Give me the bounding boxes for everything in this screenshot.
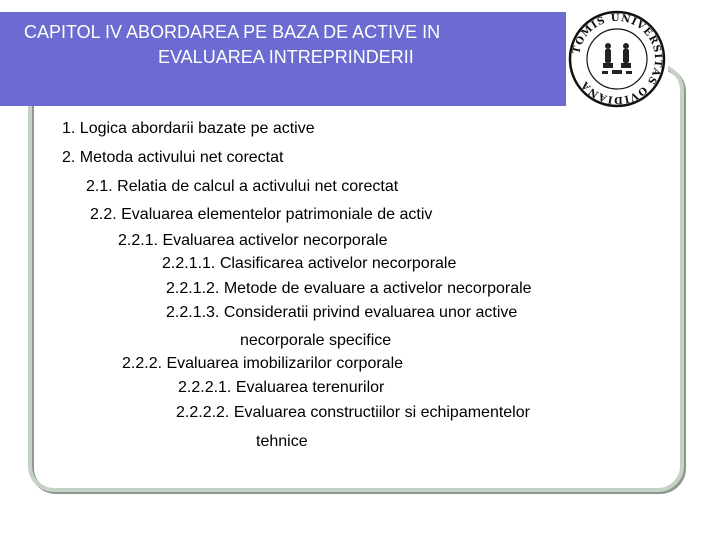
university-seal-icon — [566, 8, 668, 110]
outline-item: 2.2.2.1. Evaluarea terenurilor — [178, 379, 385, 396]
seal-text: TOMIS UNIVERSITAS OVIDIANA — [571, 12, 664, 106]
outline-item: 2.2.1.1. Clasificarea activelor necorporale — [162, 255, 457, 272]
outline-item: 2.2.1.2. Metode de evaluare a activelor necorporale — [166, 280, 532, 297]
outline-item: 2.1. Relatia de calcul a activului net corectat — [86, 178, 399, 195]
outline-item: tehnice — [256, 433, 308, 450]
slide-title-line1: CAPITOL IV ABORDAREA PE BAZA DE ACTIVE IN — [24, 22, 441, 42]
slide-title-line2: EVALUAREA INTREPRINDERII — [158, 47, 414, 67]
outline-item: 2. Metoda activului net corectat — [62, 149, 284, 166]
outline-item: 1. Logica abordarii bazate pe active — [62, 120, 315, 137]
outline-item: 2.2. Evaluarea elementelor patrimoniale de activ — [90, 206, 433, 223]
outline-item: 2.2.2.2. Evaluarea constructiilor si echipamentelor — [176, 404, 530, 421]
outline-item: necorporale specifice — [240, 332, 392, 349]
outline-item: 2.2.2. Evaluarea imobilizarilor corporale — [122, 355, 404, 372]
outline-item: 2.2.1. Evaluarea activelor necorporale — [118, 232, 388, 249]
outline-item: 2.2.1.3. Consideratii privind evaluarea unor active — [166, 304, 518, 321]
